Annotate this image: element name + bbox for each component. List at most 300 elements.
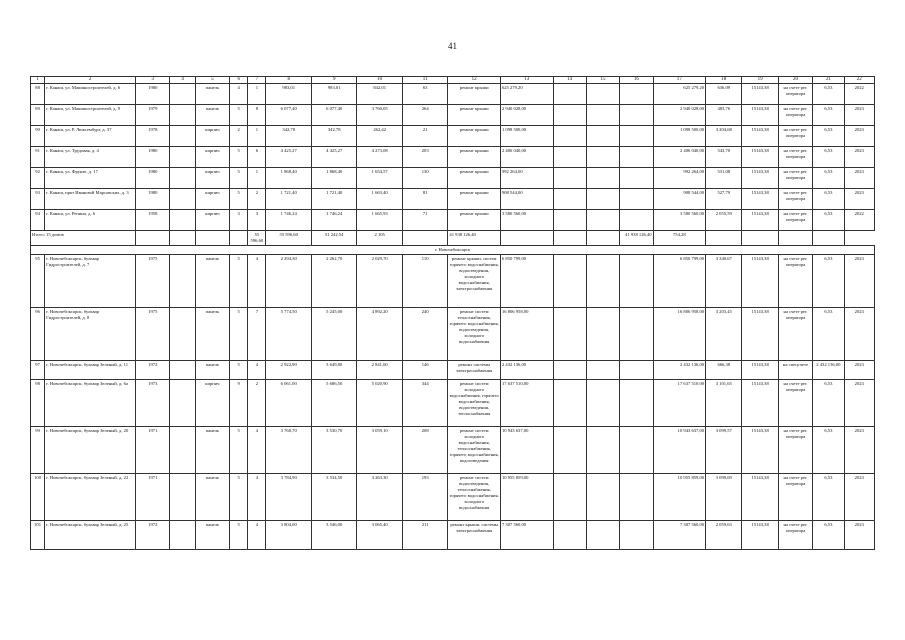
cell-empty (553, 105, 586, 126)
column-number: 12 (448, 77, 501, 84)
cell-addr: г. Новочебоксарск, бульвар Зеленый, д. 25 (45, 521, 136, 550)
cell-c21: 6,53 (813, 521, 844, 550)
cell-a3: 2 029,70 (357, 255, 402, 308)
cell-fl: 5 (230, 427, 248, 474)
cell-fl: 5 (230, 474, 248, 521)
table-row (31, 380, 875, 427)
cell-c20: на счете рег. оператора (778, 126, 812, 147)
column-number: 17 (653, 77, 706, 84)
cell-work: ремонт крыши (448, 147, 501, 168)
cell-c22: 2023 (844, 427, 874, 474)
cell-cost: 2 432 136,00 (500, 361, 553, 380)
cell-c17: 6 850 799,00 (653, 255, 706, 308)
cell-empty (170, 361, 195, 380)
cell-c18: 636,09 (706, 84, 742, 105)
cell-c17: 1 098 500,00 (653, 126, 706, 147)
cell-c18: 3 340,67 (706, 255, 742, 308)
cell-c21: 6,53 (813, 147, 844, 168)
cell-empty (586, 147, 619, 168)
table-row (31, 255, 875, 308)
table-row (31, 168, 875, 189)
cell-a3: 842,01 (357, 84, 402, 105)
table-row (31, 189, 875, 210)
cell-year: 1975 (136, 308, 170, 361)
cell-c22: 2023 (844, 255, 874, 308)
cell-work: ремонт системы электроснабжения (448, 361, 501, 380)
cell-empty (586, 427, 619, 474)
cell-mat: панель (195, 105, 229, 126)
cell-c20: на счете рег. оператора (778, 189, 812, 210)
cell-cost: 1 098 500,00 (500, 126, 553, 147)
cell-c21: 6,53 (813, 427, 844, 474)
cell-a3: 5 020,90 (357, 380, 402, 427)
cell-n: 99 (31, 427, 45, 474)
total-row (31, 231, 875, 246)
column-number: 3 (136, 77, 170, 84)
cell-year: 1971 (136, 427, 170, 474)
cell-fl: 5 (230, 168, 248, 189)
cell-empty (553, 126, 586, 147)
cell-c18: 666,38 (706, 361, 742, 380)
column-number: 20 (778, 77, 812, 84)
cell-work: ремонт крыши (448, 210, 501, 231)
cell-work: ремонт крыши (448, 105, 501, 126)
cell-c21: 2 432 136,00 (813, 361, 844, 380)
cell-c18: 531,08 (706, 168, 742, 189)
cell-work: ремонт крыши, системы электроснабжения (448, 521, 501, 550)
cell-year: 1958 (136, 210, 170, 231)
cell-n: 89 (31, 105, 45, 126)
cell-fl: 9 (230, 380, 248, 427)
cell-empty (170, 474, 195, 521)
cell-c22: 2023 (844, 126, 874, 147)
cell-empty (170, 521, 195, 550)
cell-a1: 2 922,90 (266, 361, 311, 380)
cell-c19: 15143,38 (742, 308, 778, 361)
cell-a1: 6 061,00 (266, 380, 311, 427)
cell-c18: 3 099,69 (706, 474, 742, 521)
cell-empty (620, 84, 653, 105)
cell-empty (620, 361, 653, 380)
total-res: 2 105 (357, 231, 402, 246)
cell-mat: панель (195, 84, 229, 105)
cell-addr: г. Канаш, ул. Машиностроителей, д. 6 (45, 84, 136, 105)
column-number: 11 (402, 77, 447, 84)
cell-year: 1972 (136, 521, 170, 550)
column-number: 10 (357, 77, 402, 84)
cell-empty (500, 231, 553, 246)
column-number: 8 (266, 77, 311, 84)
cell-c20: на счете рег. оператора (778, 84, 812, 105)
cell-empty (553, 255, 586, 308)
cell-c22: 2023 (844, 474, 874, 521)
cell-empty (553, 210, 586, 231)
cell-work: ремонт систем холодного водоснабжения, теплоснабжения, горячего водоснабжения, водоотведения (448, 427, 501, 474)
cell-res: 264 (402, 105, 447, 126)
total-c18: 754,28 (653, 231, 706, 246)
cell-c21: 6,53 (813, 380, 844, 427)
cell-c20: на счете рег. оператора (778, 210, 812, 231)
cell-year: 1972 (136, 361, 170, 380)
column-number: 7 (248, 77, 266, 84)
column-number: 1 (31, 77, 45, 84)
cell-c22: 2023 (844, 147, 874, 168)
cell-mat: панель (195, 361, 229, 380)
cell-empty (586, 84, 619, 105)
cell-c18: 3 101,65 (706, 380, 742, 427)
cell-c17: 2 940 028,00 (653, 105, 706, 126)
table-row (31, 361, 875, 380)
cell-n: 88 (31, 84, 45, 105)
cell-empty (230, 231, 248, 246)
cell-c22: 2023 (844, 361, 874, 380)
table-row (31, 521, 875, 550)
cell-c21: 6,53 (813, 168, 844, 189)
cell-a1: 3 804,00 (266, 521, 311, 550)
cell-a1: 6 077,40 (266, 105, 311, 126)
cell-c18: 483,76 (706, 105, 742, 126)
cell-c17: 908 544,00 (653, 189, 706, 210)
cell-en: 6 (248, 147, 266, 168)
cell-c20: на счете рег. оператора (778, 147, 812, 168)
cell-empty (586, 168, 619, 189)
cell-n: 96 (31, 308, 45, 361)
cell-empty (170, 168, 195, 189)
column-number: 14 (553, 77, 586, 84)
cell-c17: 992 264,00 (653, 168, 706, 189)
cell-en: 4 (248, 255, 266, 308)
cell-work: ремонт крыши (448, 189, 501, 210)
cell-empty (553, 84, 586, 105)
cell-empty (620, 168, 653, 189)
cell-addr: г. Канаш, пркт Ивановой Марсовских, д. 3 (45, 189, 136, 210)
cell-empty (170, 210, 195, 231)
cell-n: 100 (31, 474, 45, 521)
cell-addr: г. Канаш, ул. Трудовая, д. 4 (45, 147, 136, 168)
cell-addr: г. Новочебоксарск, бульвар Зеленый, д. 20 (45, 427, 136, 474)
cell-res: 81 (402, 189, 447, 210)
cell-fl: 5 (230, 521, 248, 550)
cell-en: 8 (248, 105, 266, 126)
cell-c19: 15143,38 (742, 521, 778, 550)
cell-empty (586, 380, 619, 427)
cell-addr: г. Новочебоксарск, бульвар Зеленый, д. 11 (45, 361, 136, 380)
cell-empty (620, 210, 653, 231)
cell-c22: 2023 (844, 308, 874, 361)
cell-empty (553, 147, 586, 168)
cell-work: ремонт крыши (448, 84, 501, 105)
cell-n: 90 (31, 126, 45, 147)
cell-a2: 3 649,80 (311, 361, 356, 380)
cell-en: 2 (248, 189, 266, 210)
column-number: 9 (311, 77, 356, 84)
cell-c17: 625 279,20 (653, 84, 706, 105)
cell-empty (170, 84, 195, 105)
cell-work: ремонт крыши (448, 126, 501, 147)
cell-empty (170, 308, 195, 361)
cell-empty (586, 189, 619, 210)
cell-c18: 3 099,57 (706, 427, 742, 474)
column-number: 13 (500, 77, 553, 84)
cell-cost: 908 544,00 (500, 189, 553, 210)
cell-c19: 15143,38 (742, 255, 778, 308)
cell-en: 4 (248, 361, 266, 380)
cell-c21: 6,53 (813, 308, 844, 361)
cell-cost: 625 279,20 (500, 84, 553, 105)
cell-a1: 3 760,70 (266, 427, 311, 474)
total-a2: 55 596,60 (266, 231, 311, 246)
city-name: г. Новочебоксарск (31, 246, 875, 255)
cell-mat: кирпич (195, 380, 229, 427)
cell-mat: панель (195, 427, 229, 474)
cell-res: 208 (402, 427, 447, 474)
cell-year: 1971 (136, 474, 170, 521)
total-a3: 51 242,54 (311, 231, 356, 246)
cell-empty (742, 231, 778, 246)
cell-c19: 15143,38 (742, 147, 778, 168)
cell-res: 21 (402, 126, 447, 147)
cell-a1: 1 868,40 (266, 168, 311, 189)
cell-res: 71 (402, 210, 447, 231)
table-row (31, 474, 875, 521)
cell-empty (170, 255, 195, 308)
cell-empty (170, 126, 195, 147)
total-label: Итого: 15 домов (31, 231, 136, 246)
cell-en: 4 (248, 521, 266, 550)
column-number: 19 (742, 77, 778, 84)
cell-cost: 17 637 510,00 (500, 380, 553, 427)
cell-empty (586, 474, 619, 521)
cell-year: 1973 (136, 380, 170, 427)
cell-empty (553, 308, 586, 361)
cell-c18: 2 059,63 (706, 521, 742, 550)
cell-a2: 6 077,40 (311, 105, 356, 126)
cell-c22: 2023 (844, 380, 874, 427)
cell-en: 1 (248, 126, 266, 147)
cell-c21: 6,53 (813, 84, 844, 105)
cell-year: 1979 (136, 105, 170, 126)
table-body (31, 77, 875, 550)
cell-year: 1978 (136, 126, 170, 147)
cell-c17: 2 406 040,00 (653, 147, 706, 168)
cell-empty (553, 361, 586, 380)
cell-c19: 15143,38 (742, 126, 778, 147)
cell-a3: 3 263,30 (357, 474, 402, 521)
column-number: 15 (586, 77, 619, 84)
cell-a3: 3 059,10 (357, 427, 402, 474)
capital-repair-table (30, 76, 875, 550)
cell-fl: 3 (230, 210, 248, 231)
cell-n: 94 (31, 210, 45, 231)
cell-addr: г. Канаш, ул. Репина, д. 6 (45, 210, 136, 231)
cell-c18: 3 204,68 (706, 126, 742, 147)
cell-empty (170, 231, 195, 246)
cell-mat: кирпич (195, 210, 229, 231)
cell-empty (553, 474, 586, 521)
cell-c17: 2 432 136,00 (653, 361, 706, 380)
cell-c19: 15143,38 (742, 168, 778, 189)
cell-work: ремонт крыши (448, 168, 501, 189)
cell-empty (706, 231, 742, 246)
cell-empty (170, 105, 195, 126)
cell-n: 92 (31, 168, 45, 189)
cell-empty (170, 189, 195, 210)
cell-c19: 15143,38 (742, 105, 778, 126)
cell-n: 98 (31, 380, 45, 427)
cell-empty (620, 105, 653, 126)
cell-c21: 6,53 (813, 126, 844, 147)
cell-empty (778, 231, 812, 246)
cell-c20: на счете рег. оператора (778, 474, 812, 521)
cell-c22: 2022 (844, 210, 874, 231)
cell-c18: 2 055,59 (706, 210, 742, 231)
cell-addr: г. Новочебоксарск, бульвар Гидростроителей, д. 7 (45, 255, 136, 308)
cell-cost: 6 850 799,00 (500, 255, 553, 308)
cell-empty (620, 427, 653, 474)
cell-cost: 3 580 560,00 (500, 210, 553, 231)
cell-a2: 342,78 (311, 126, 356, 147)
cell-empty (620, 308, 653, 361)
cell-a2: 1 746,24 (311, 210, 356, 231)
cell-c17: 17 637 510,00 (653, 380, 706, 427)
cell-addr: г. Канаш, ул. Р. Люксембург, д. 37 (45, 126, 136, 147)
cell-empty (553, 427, 586, 474)
cell-c21: 6,53 (813, 189, 844, 210)
cell-cost: 2 406 040,00 (500, 147, 553, 168)
cell-c18: 3 203,45 (706, 308, 742, 361)
cell-fl: 5 (230, 255, 248, 308)
cell-a2: 4 425,27 (311, 147, 356, 168)
cell-c21: 6,53 (813, 210, 844, 231)
header-row (31, 77, 875, 84)
cell-n: 91 (31, 147, 45, 168)
cell-a2: 3 530,70 (311, 427, 356, 474)
total-a1: 55 596,60 (248, 231, 266, 246)
cell-empty (586, 255, 619, 308)
cell-c21: 6,53 (813, 255, 844, 308)
cell-c21: 6,53 (813, 105, 844, 126)
cell-empty (586, 521, 619, 550)
cell-fl: 5 (230, 189, 248, 210)
total-c17: 41 938 126,40 (620, 231, 653, 246)
cell-a1: 1 746,24 (266, 210, 311, 231)
column-number: 2 (45, 77, 136, 84)
cell-empty (586, 308, 619, 361)
cell-res: 110 (402, 255, 447, 308)
cell-cost: 2 940 028,00 (500, 105, 553, 126)
cell-c19: 15143,38 (742, 361, 778, 380)
cell-res: 211 (402, 521, 447, 550)
cell-c20: на счете рег. оператора (778, 308, 812, 361)
cell-empty (553, 168, 586, 189)
cell-mat: кирпич (195, 126, 229, 147)
cell-empty (620, 126, 653, 147)
cell-a3: 3 760,05 (357, 105, 402, 126)
cell-addr: г. Канаш, ул. Фрунзе, д. 17 (45, 168, 136, 189)
cell-c19: 15143,38 (742, 210, 778, 231)
cell-empty (553, 380, 586, 427)
cell-year: 1980 (136, 147, 170, 168)
cell-fl: 4 (230, 84, 248, 105)
cell-empty (170, 380, 195, 427)
cell-a3: 1 663,40 (357, 189, 402, 210)
cell-a1: 4 425,27 (266, 147, 311, 168)
cell-a2: 1 721,40 (311, 189, 356, 210)
cell-c20: на счете рег. оператора (778, 380, 812, 427)
cell-en: 1 (248, 84, 266, 105)
cell-year: 1980 (136, 189, 170, 210)
cell-work: ремонт систем холодного водоснабжения, горячего водоснабжения, водоотведения, теплоснабжения (448, 380, 501, 427)
cell-empty (620, 521, 653, 550)
cell-empty (553, 189, 586, 210)
cell-c22: 2023 (844, 521, 874, 550)
cell-en: 2 (248, 380, 266, 427)
cell-a3: 2 841,60 (357, 361, 402, 380)
cell-empty (586, 105, 619, 126)
cell-a1: 2 294,30 (266, 255, 311, 308)
cell-c22: 2023 (844, 189, 874, 210)
column-number: 22 (844, 77, 874, 84)
cell-c22: 2023 (844, 105, 874, 126)
cell-work: ремонт систем теплоснабжения, горячего водоснабжения, водоотведения, холодного водоснабжения (448, 308, 501, 361)
cell-n: 97 (31, 361, 45, 380)
cell-c17: 16 806 958,00 (653, 308, 706, 361)
cell-c19: 15143,38 (742, 427, 778, 474)
page-number: 41 (448, 41, 457, 51)
column-number: 4 (170, 77, 195, 84)
cell-empty (553, 231, 586, 246)
cell-mat: панель (195, 521, 229, 550)
cell-empty (586, 210, 619, 231)
cell-mat: панель (195, 308, 229, 361)
cell-a1: 983,01 (266, 84, 311, 105)
cell-empty (620, 474, 653, 521)
cell-empty (813, 231, 844, 246)
cell-addr: г. Новочебоксарск, бульвар Зеленый, д. 6а (45, 380, 136, 427)
cell-en: 1 (248, 168, 266, 189)
cell-res: 203 (402, 147, 447, 168)
table-row (31, 308, 875, 361)
cell-en: 7 (248, 308, 266, 361)
cell-empty (170, 147, 195, 168)
cell-mat: кирпич (195, 168, 229, 189)
cell-mat: кирпич (195, 147, 229, 168)
cell-empty (586, 126, 619, 147)
cell-c17: 10 955 859,00 (653, 474, 706, 521)
cell-year: 1980 (136, 84, 170, 105)
cell-c20: на счете рег. оператора (778, 427, 812, 474)
cell-addr: г. Новочебоксарск, бульвар Гидростроителей, д. 8 (45, 308, 136, 361)
cell-work: ремонт крыши, систем горячего водоснабжения, водоотведения, холодного водоснабжения, электроснабжения (448, 255, 501, 308)
cell-a3: 4 273,08 (357, 147, 402, 168)
cell-addr: г. Новочебоксарск, бульвар Зеленый, д. 22 (45, 474, 136, 521)
cell-res: 240 (402, 308, 447, 361)
cell-a3: 3 065,40 (357, 521, 402, 550)
cell-fl: 2 (230, 126, 248, 147)
cell-res: 344 (402, 380, 447, 427)
cell-c20: на счете рег. оператора (778, 521, 812, 550)
cell-c19: 15143,38 (742, 474, 778, 521)
table-row (31, 105, 875, 126)
cell-c20: на счете рег. оператора (778, 255, 812, 308)
cell-empty (620, 147, 653, 168)
column-number: 21 (813, 77, 844, 84)
cell-work: ремонт систем водоотведения, теплоснабжения, горячего водоснабжения, холодного водоснабжения (448, 474, 501, 521)
table-row (31, 147, 875, 168)
cell-c19: 15143,38 (742, 189, 778, 210)
cell-mat: кирпич (195, 189, 229, 210)
cell-a3: 4 892,20 (357, 308, 402, 361)
